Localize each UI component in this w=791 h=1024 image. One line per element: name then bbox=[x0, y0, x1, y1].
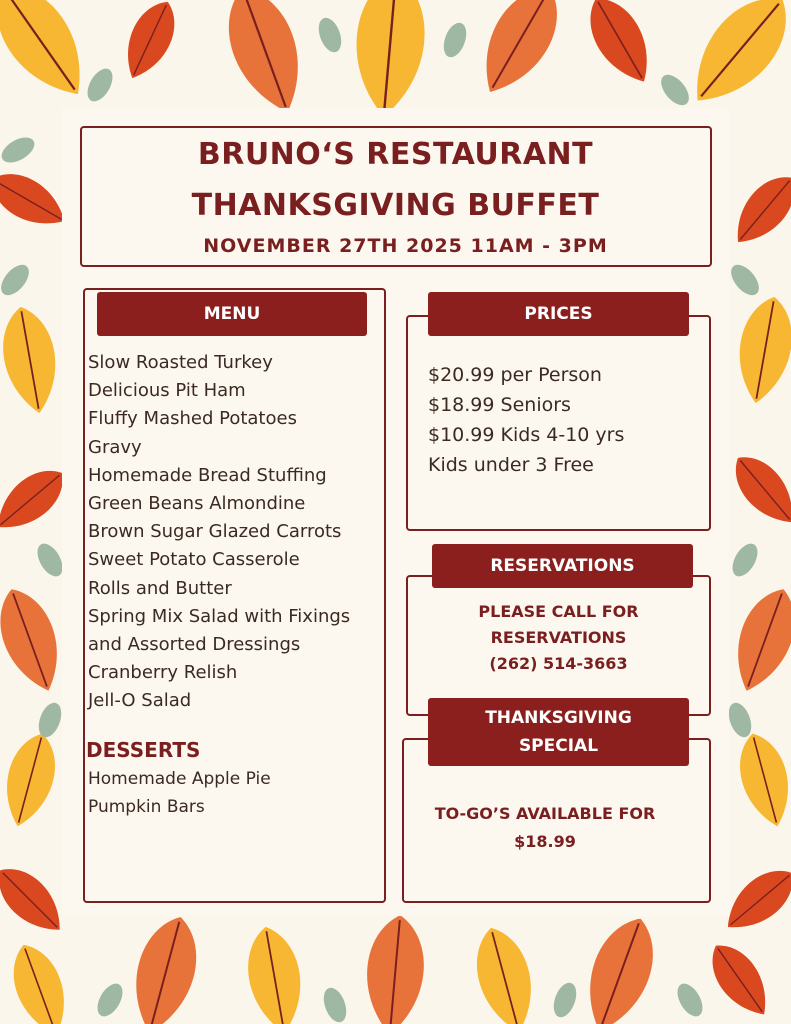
prices-heading: PRICES bbox=[428, 292, 689, 336]
autumn-leaf-icon bbox=[723, 581, 791, 700]
list-item: Rolls and Butter bbox=[88, 577, 232, 599]
oak-leaf-icon bbox=[731, 728, 791, 832]
list-item: Homemade Apple Pie bbox=[88, 769, 271, 789]
oak-leaf-icon bbox=[2, 937, 77, 1024]
menu-list bbox=[88, 349, 350, 716]
special-line1: TO-GO’S AVAILABLE FOR bbox=[434, 804, 656, 823]
list-item: Delicious Pit Ham bbox=[88, 380, 246, 402]
autumn-leaf-icon bbox=[114, 0, 185, 86]
reservations-line1: PLEASE CALL FOR bbox=[478, 602, 639, 621]
list-item: Kids under 3 Free bbox=[428, 454, 594, 476]
oak-leaf-icon bbox=[241, 922, 310, 1024]
list-item: Cranberry Relish bbox=[88, 662, 238, 684]
oak-leaf-icon bbox=[674, 0, 791, 120]
list-item: $10.99 Kids 4-10 yrs bbox=[428, 424, 625, 446]
list-item: $18.99 Seniors bbox=[428, 394, 571, 416]
special-heading bbox=[428, 698, 689, 766]
list-item: Spring Mix Salad with Fixings bbox=[88, 605, 351, 627]
list-item: and Assorted Dressings bbox=[88, 634, 301, 656]
oak-leaf-icon bbox=[0, 302, 64, 417]
event-title: THANKSGIVING BUFFET bbox=[191, 188, 600, 223]
restaurant-name: BRUNO‘S RESTAURANT bbox=[197, 137, 594, 172]
list-item: Slow Roasted Turkey bbox=[88, 352, 273, 373]
reservations-heading: RESERVATIONS bbox=[432, 544, 693, 588]
list-item: Green Beans Almondine bbox=[88, 493, 306, 515]
autumn-leaf-icon bbox=[213, 0, 316, 123]
event-date-time: NOVEMBER 27TH 2025 11AM - 3PM bbox=[203, 235, 608, 257]
list-item: Gravy bbox=[88, 436, 142, 458]
autumn-leaf-icon bbox=[700, 934, 780, 1024]
oak-leaf-icon bbox=[0, 728, 64, 832]
oak-leaf-icon bbox=[731, 292, 791, 407]
autumn-leaf-icon bbox=[576, 0, 663, 93]
list-item: Jell-O Salad bbox=[88, 690, 192, 712]
special-heading-line2: SPECIAL bbox=[518, 736, 599, 756]
price-list bbox=[428, 360, 624, 480]
reservations-phone: (262) 514-3663 bbox=[489, 654, 628, 673]
list-item: $20.99 per Person bbox=[428, 364, 602, 386]
autumn-leaf-icon bbox=[466, 0, 575, 106]
reservations-line2: RESERVATIONS bbox=[490, 628, 627, 647]
special-heading-line1: THANKSGIVING bbox=[485, 708, 632, 728]
autumn-leaf-icon bbox=[362, 913, 429, 1024]
oak-leaf-icon bbox=[467, 921, 544, 1024]
autumn-leaf-icon bbox=[573, 909, 667, 1024]
oak-leaf-icon bbox=[350, 0, 430, 120]
reservations-text bbox=[406, 599, 711, 677]
desserts-list bbox=[88, 765, 271, 821]
list-item: Sweet Potato Casserole bbox=[88, 549, 300, 571]
menu-heading: MENU bbox=[97, 292, 367, 336]
list-item: Fluffy Mashed Potatoes bbox=[88, 408, 297, 430]
list-item: Homemade Bread Stuffing bbox=[88, 464, 327, 486]
special-price: $18.99 bbox=[514, 832, 576, 851]
special-text bbox=[402, 800, 688, 856]
list-item: Pumpkin Bars bbox=[88, 797, 205, 817]
autumn-leaf-icon bbox=[122, 910, 207, 1024]
autumn-leaf-icon bbox=[723, 445, 791, 535]
list-item: Brown Sugar Glazed Carrots bbox=[88, 521, 342, 543]
desserts-heading: DESSERTS bbox=[86, 738, 201, 762]
